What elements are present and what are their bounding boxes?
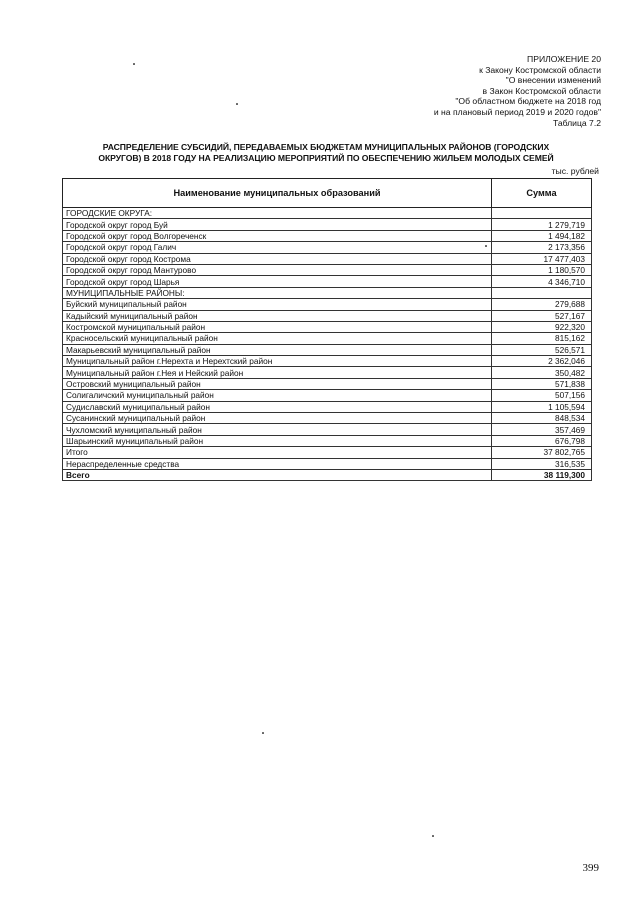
subsidy-amount: 1 105,594 — [492, 401, 592, 412]
subsidy-amount: 17 477,403 — [492, 253, 592, 264]
table-row — [63, 401, 592, 412]
subsidy-amount: 527,167 — [492, 310, 592, 321]
header-line: ПРИЛОЖЕНИЕ 20 — [527, 54, 601, 64]
municipality-name: Сусанинский муниципальный район — [63, 413, 492, 424]
subsidy-amount: 279,688 — [492, 299, 592, 310]
column-header-name: Наименование муниципальных образований — [63, 179, 492, 208]
subsidy-amount: 815,162 — [492, 333, 592, 344]
subsidy-amount: 1 180,570 — [492, 264, 592, 275]
table-row — [63, 447, 592, 458]
subsidy-amount: 922,320 — [492, 321, 592, 332]
group-header-row — [63, 208, 592, 219]
table-row — [63, 344, 592, 355]
header-line: "Об областном бюджете на 2018 год — [455, 96, 601, 107]
subsidy-amount: 316,535 — [492, 458, 592, 469]
municipality-name: Городской округ город Кострома — [63, 253, 492, 264]
municipality-name: Шарьинский муниципальный район — [63, 435, 492, 446]
table-row — [63, 435, 592, 446]
table-row — [63, 321, 592, 332]
total-row — [63, 469, 592, 480]
table-row — [63, 367, 592, 378]
table-row — [63, 299, 592, 310]
municipality-name: МУНИЦИПАЛЬНЫЕ РАЙОНЫ: — [63, 287, 492, 298]
table-row — [63, 356, 592, 367]
table-body — [63, 208, 592, 481]
table-row — [63, 333, 592, 344]
subsidy-amount: 37 802,765 — [492, 447, 592, 458]
header-line: Таблица 7.2 — [552, 117, 601, 128]
subsidy-amount: 38 119,300 — [492, 469, 592, 480]
document-title — [60, 142, 592, 164]
municipality-name: Кадыйский муниципальный район — [63, 310, 492, 321]
subsidy-amount — [492, 287, 592, 298]
municipality-name: Городской округ город Галич — [63, 242, 492, 253]
table-row — [63, 390, 592, 401]
header-line: "О внесении изменений — [505, 75, 601, 86]
subsidy-amount: 1 279,719 — [492, 219, 592, 230]
municipality-name: Муниципальный район г.Нея и Нейский район — [63, 367, 492, 378]
appendix-header — [301, 54, 601, 128]
table-row — [63, 276, 592, 287]
group-header-row — [63, 287, 592, 298]
table-row — [63, 458, 592, 469]
subsidy-amount: 2 362,046 — [492, 356, 592, 367]
subsidy-amount: 357,469 — [492, 424, 592, 435]
municipality-name: Красносельский муниципальный район — [63, 333, 492, 344]
subsidy-amount: 350,482 — [492, 367, 592, 378]
column-header-sum: Сумма — [492, 179, 592, 208]
subsidy-amount: 571,838 — [492, 378, 592, 389]
municipality-name: Островский муниципальный район — [63, 378, 492, 389]
header-line: и на плановый период 2019 и 2020 годов" — [433, 106, 601, 117]
table-header-row — [63, 179, 592, 208]
municipality-name: Солигаличский муниципальный район — [63, 390, 492, 401]
subsidy-amount: 4 346,710 — [492, 276, 592, 287]
table-row — [63, 264, 592, 275]
subsidy-amount: 1 494,182 — [492, 230, 592, 241]
table-row — [63, 230, 592, 241]
municipality-name: Макарьевский муниципальный район — [63, 344, 492, 355]
municipality-name: Городской округ город Волгореченск — [63, 230, 492, 241]
subsidy-amount — [492, 208, 592, 219]
table-row — [63, 219, 592, 230]
table-row — [63, 378, 592, 389]
page-number: 399 — [582, 862, 599, 874]
header-line: в Закон Костромской области — [482, 85, 601, 96]
table-row — [63, 413, 592, 424]
table-row — [63, 310, 592, 321]
title-line: ОКРУГОВ) В 2018 ГОДУ НА РЕАЛИЗАЦИЮ МЕРОПРИЯТИЙ ПО ОБЕСПЕЧЕНИЮ ЖИЛЬЕМ МОЛОДЫХ СЕМЕЙ — [98, 153, 554, 163]
subsidy-amount: 676,798 — [492, 435, 592, 446]
table-row — [63, 242, 592, 253]
municipality-name: Городской округ город Буй — [63, 219, 492, 230]
municipality-name: Городской округ город Мантурово — [63, 264, 492, 275]
subsidy-amount: 848,534 — [492, 413, 592, 424]
table-row — [63, 253, 592, 264]
municipality-name: Нераспределенные средства — [63, 458, 492, 469]
municipality-name: Итого — [63, 447, 492, 458]
municipality-name: Муниципальный район г.Нерехта и Нерехтский район — [63, 356, 492, 367]
municipality-name: Чухломский муниципальный район — [63, 424, 492, 435]
municipality-name: Костромской муниципальный район — [63, 321, 492, 332]
municipality-name: ГОРОДСКИЕ ОКРУГА: — [63, 208, 492, 219]
subsidy-amount: 526,571 — [492, 344, 592, 355]
municipality-name: Судиславский муниципальный район — [63, 401, 492, 412]
title-line: РАСПРЕДЕЛЕНИЕ СУБСИДИЙ, ПЕРЕДАВАЕМЫХ БЮДЖЕТАМ МУНИЦИПАЛЬНЫХ РАЙОНОВ (ГОРОДСКИХ — [102, 142, 550, 152]
municipality-name: Городской округ город Шарья — [63, 276, 492, 287]
subsidy-table — [62, 178, 592, 481]
subsidy-amount: 2 173,356 — [492, 242, 592, 253]
subsidy-amount: 507,156 — [492, 390, 592, 401]
table-row — [63, 424, 592, 435]
header-line: к Закону Костромской области — [479, 64, 601, 75]
municipality-name: Буйский муниципальный район — [63, 299, 492, 310]
municipality-name: Всего — [63, 469, 492, 480]
units-label: тыс. рублей — [551, 166, 599, 176]
